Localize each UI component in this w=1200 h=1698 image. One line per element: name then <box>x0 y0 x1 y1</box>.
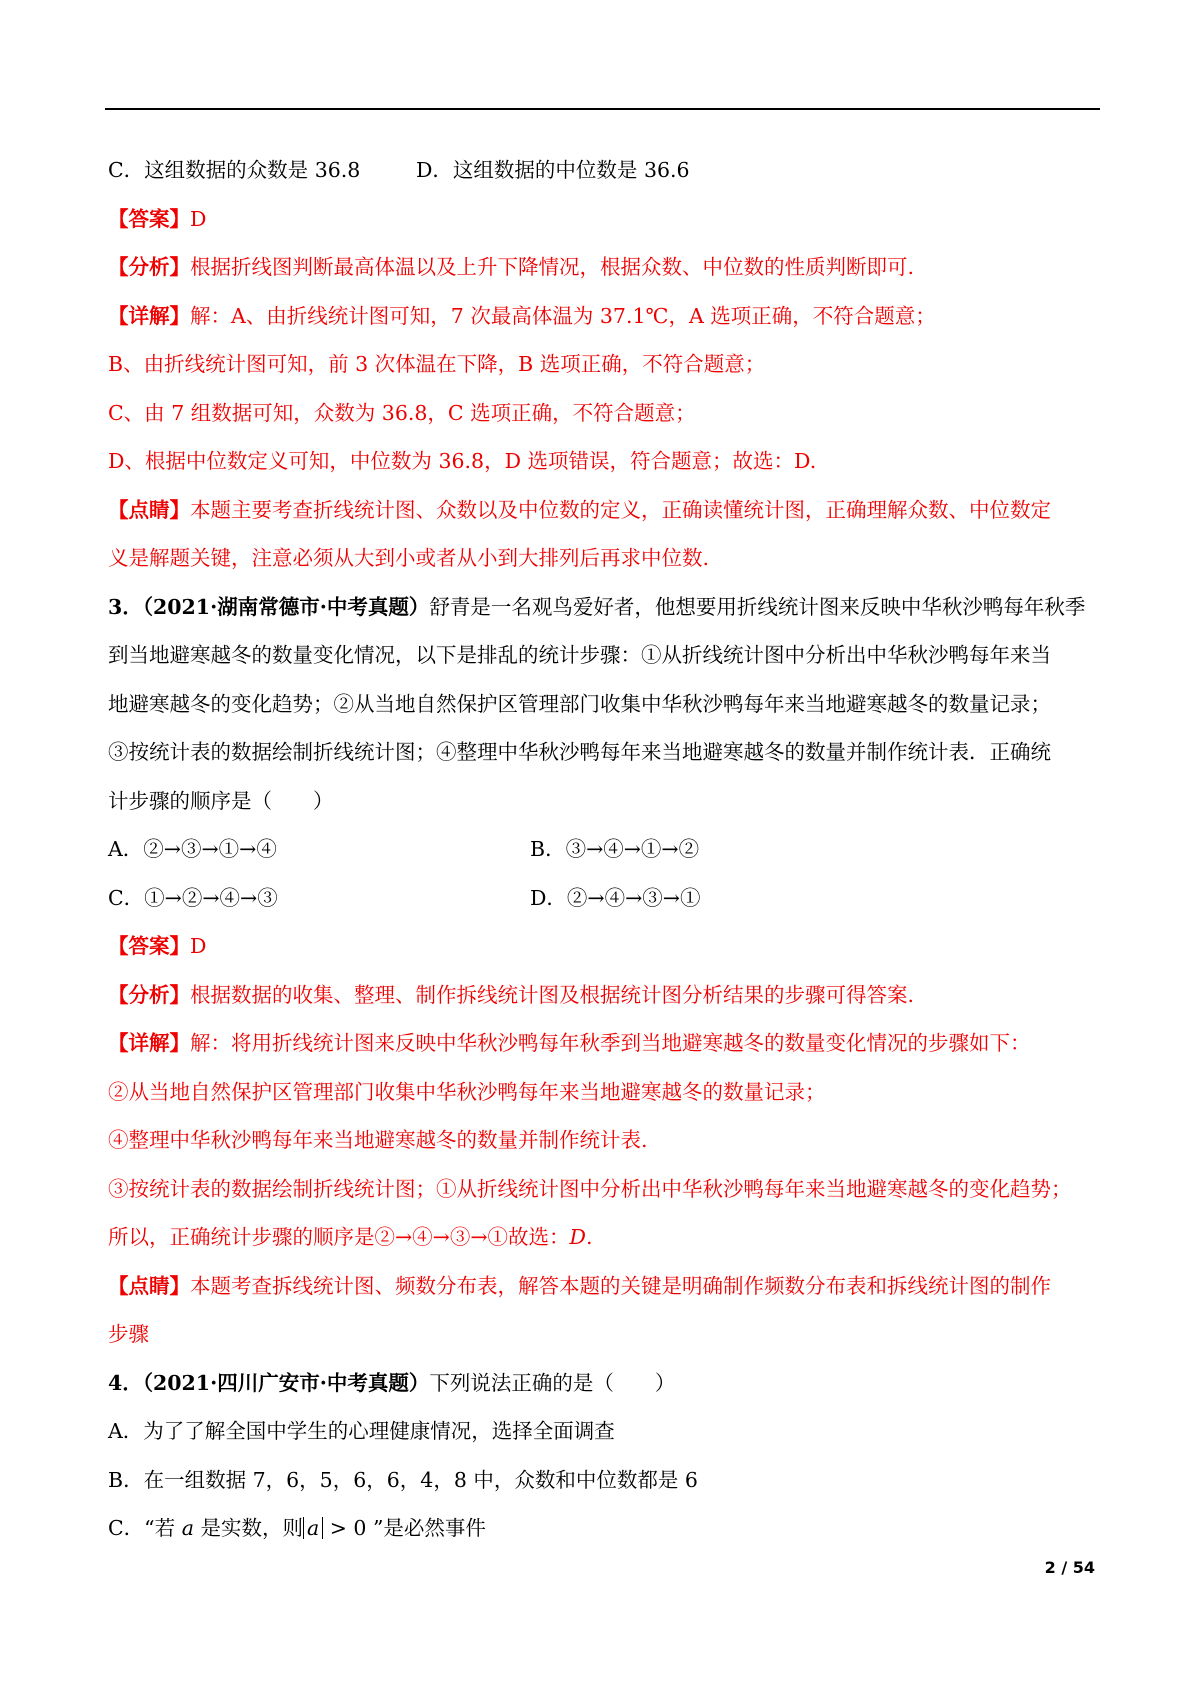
q4-stem-text: 下列说法正确的是（ ） <box>429 1370 676 1395</box>
answer-value: D <box>190 934 207 958</box>
q3-detail-line: ③按统计表的数据绘制折线统计图；①从折线统计图中分析出中华秋沙鸭每年来当地避寒越冬的变化趋势； <box>108 1176 1072 1201</box>
q2-analysis <box>108 243 1098 292</box>
q2-option-d: D．这组数据的中位数是 36.6 <box>416 158 690 182</box>
q3-analysis <box>108 971 1098 1020</box>
q3-options-cd <box>108 874 1098 923</box>
detail-answer: D <box>569 1225 586 1249</box>
detail-tag: 【详解】 <box>108 1031 190 1055</box>
detail-text: 所以，正确统计步骤的顺序是②→④→③→①故选： <box>108 1225 570 1249</box>
q3-option-c: C．①→②→④→③ <box>108 885 278 910</box>
q4-source: （2021·四川广安市·中考真题） <box>142 1370 430 1395</box>
analysis-tag: 【分析】 <box>108 255 190 279</box>
q3-comment-line: 步骤 <box>108 1322 149 1346</box>
answer-tag: 【答案】 <box>108 206 190 231</box>
option-c-middle: 是实数，则 <box>193 1516 303 1540</box>
analysis-text: 根据数据的收集、整理、制作拆线统计图及根据统计图分析结果的步骤可得答案. <box>190 982 915 1007</box>
comment-tag: 【点睛】 <box>108 497 190 522</box>
detail-text: 解：A、由折线统计图可知，7 次最高体温为 37.1℃，A 选项正确，不符合题意； <box>190 303 936 328</box>
q3-stem-line: ③按统计表的数据绘制折线统计图；④整理中华秋沙鸭每年来当地避寒越冬的数量并制作统计表．正确统 <box>108 740 1051 764</box>
q3-stem-line: 地避寒越冬的变化趋势；②从当地自然保护区管理部门收集中华秋沙鸭每年来当地避寒越冬的数量记录； <box>108 691 1051 716</box>
variable-a: a <box>181 1516 194 1540</box>
q4-option-b: B．在一组数据 7，6，5，6，6，4，8 中，众数和中位数都是 6 <box>108 1467 698 1492</box>
q3-detail-line <box>108 1019 1098 1068</box>
q2-comment-line: 义是解题关键，注意必须从大到小或者从小到大排列后再求中位数. <box>108 546 710 570</box>
q3-stem-text: 舒青是一名观鸟爱好者，他想要用折线统计图来反映中华秋沙鸭每年秋季 <box>429 594 1086 619</box>
q4-option-c <box>108 1504 1098 1553</box>
q3-stem-line: 计步骤的顺序是（ ） <box>108 788 334 813</box>
q3-stem-line <box>108 583 1098 632</box>
analysis-text: 根据折线图判断最高体温以及上升下降情况，根据众数、中位数的性质判断即可. <box>190 255 915 279</box>
q2-detail-line: D、根据中位数定义可知，中位数为 36.8，D 选项错误，符合题意；故选：D. <box>108 449 817 473</box>
detail-tag: 【详解】 <box>108 303 190 328</box>
q2-detail-line: C、由 7 组数据可知，众数为 36.8，C 选项正确，不符合题意； <box>108 400 696 425</box>
answer-tag: 【答案】 <box>108 934 190 958</box>
document-body <box>108 146 1098 1553</box>
q3-detail-line <box>108 1213 1098 1262</box>
q4-stem-line <box>108 1359 1098 1408</box>
q3-detail-line: ②从当地自然保护区管理部门收集中华秋沙鸭每年来当地避寒越冬的数量记录； <box>108 1079 826 1104</box>
q3-option-a: A．②→③→①→④ <box>108 837 277 861</box>
option-c-prefix: C．“若 <box>108 1516 182 1540</box>
comment-text: 本题考查拆线统计图、频数分布表，解答本题的关键是明确制作频数分布表和拆线统计图的制作 <box>190 1273 1051 1298</box>
detail-end: . <box>585 1225 593 1249</box>
detail-text: 解：将用折线统计图来反映中华秋沙鸭每年秋季到当地避寒越冬的数量变化情况的步骤如下： <box>190 1031 1031 1055</box>
option-c-suffix: > 0 ”是必然事件 <box>323 1516 486 1540</box>
q2-comment <box>108 486 1098 535</box>
q2-options-cd <box>108 146 1098 195</box>
q3-option-d: D．②→④→③→① <box>530 885 701 910</box>
q2-detail-line: B、由折线统计图可知，前 3 次体温在下降，B 选项正确，不符合题意； <box>108 352 766 376</box>
q3-answer <box>108 922 1098 971</box>
comment-text: 本题主要考查折线统计图、众数以及中位数的定义，正确读懂统计图，正确理解众数、中位数定 <box>190 497 1051 522</box>
comment-tag: 【点睛】 <box>108 1273 190 1298</box>
q3-options-ab <box>108 825 1098 874</box>
q3-number: 3． <box>108 594 143 619</box>
q2-option-c: C．这组数据的众数是 36.8 <box>108 158 361 182</box>
q3-stem-line: 到当地避寒越冬的数量变化情况，以下是排乱的统计步骤：①从折线统计图中分析出中华秋沙鸭每年来当 <box>108 643 1051 667</box>
q3-source: （2021·湖南常德市·中考真题） <box>142 594 430 619</box>
absolute-value-a: a <box>303 1517 323 1539</box>
q4-number: 4． <box>108 1370 143 1395</box>
page-number: 2 / 54 <box>1044 1558 1095 1577</box>
header-rule <box>105 108 1100 110</box>
q4-option-a: A．为了了解全国中学生的心理健康情况，选择全面调查 <box>108 1419 615 1443</box>
analysis-tag: 【分析】 <box>108 982 190 1007</box>
answer-value: D <box>190 206 207 231</box>
q3-option-b: B．③→④→①→② <box>530 837 700 861</box>
q2-answer <box>108 195 1098 244</box>
q3-comment <box>108 1262 1098 1311</box>
q3-detail-line: ④整理中华秋沙鸭每年来当地避寒越冬的数量并制作统计表. <box>108 1128 648 1152</box>
q2-detail-line <box>108 292 1098 341</box>
